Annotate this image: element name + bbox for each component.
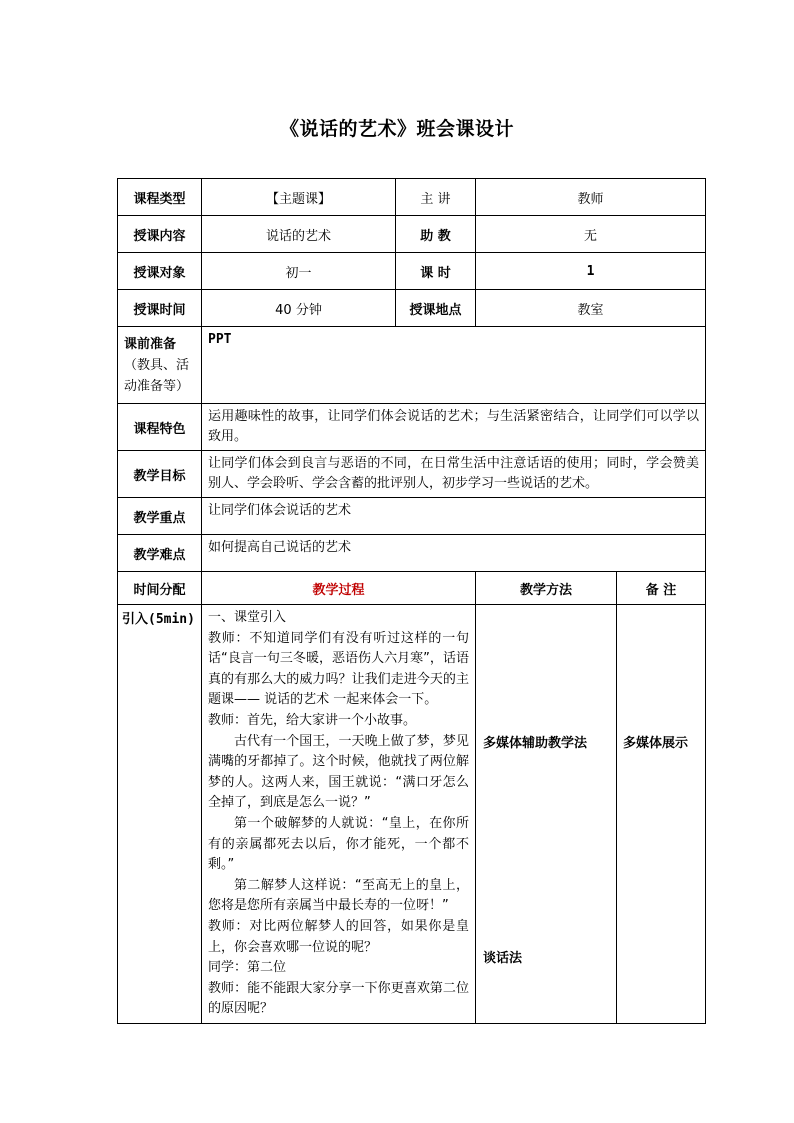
assistant-value: 无 [476, 216, 706, 253]
course-type-value: 【主题课】 [202, 179, 396, 216]
process-row [118, 605, 706, 1024]
lecturer-value: 教师 [476, 179, 706, 216]
process-line: 第二解梦人这样说：“至高无上的皇上，您将是您所有亲属当中最长寿的一位呀！” [208, 877, 469, 914]
process-line: 教师：不知道同学们有没有听过这样的一句话“良言一句三冬暖，恶语伤人六月寒”，话语真的有那么大的威力吗？让我们走进今天的主题课—— 说话的艺术 一起来体会一下。 [208, 630, 469, 708]
feature-row [118, 404, 706, 451]
key-point-row [118, 498, 706, 535]
process-line: 一、课堂引入 [208, 610, 287, 625]
prep-label-line1: 课前准备 [124, 336, 177, 352]
prep-label-line2: （教具、活 [124, 357, 190, 373]
difficulty-row [118, 535, 706, 572]
duration-value: 40 分钟 [202, 290, 396, 327]
process-line: 第一个破解梦的人就说：“皇上，在你所有的亲属都死去以后，你才能死，一个都不剩。” [208, 815, 469, 873]
info-row [118, 253, 706, 290]
lecturer-label: 主 讲 [396, 179, 476, 216]
time-allocation: 引入(5min) [118, 605, 202, 1024]
info-row [118, 179, 706, 216]
feature-value: 运用趣味性的故事，让同学们体会说话的艺术；与生活紧密结合，让同学们可以学以致用。 [202, 404, 706, 451]
goal-label: 教学目标 [118, 451, 202, 498]
method-header: 教学方法 [476, 572, 617, 605]
note-cell [617, 605, 706, 1024]
duration-label: 授课时间 [118, 290, 202, 327]
process-line: 教师：对比两位解梦人的回答，如果你是皇上，你会喜欢哪一位说的呢？ [208, 918, 469, 955]
content-value: 说话的艺术 [202, 216, 396, 253]
location-label: 授课地点 [396, 290, 476, 327]
lesson-plan-table [117, 178, 706, 1024]
process-line: 教师：首先，给大家讲一个小故事。 [208, 712, 417, 728]
periods-label: 课 时 [396, 253, 476, 290]
info-row [118, 216, 706, 253]
process-line: 古代有一个国王，一天晚上做了梦，梦见满嘴的牙都掉了。这个时候，他就找了两位解梦的人。这两人来，国王就说：“满口牙怎么全掉了，到底是怎么一说？” [208, 733, 469, 811]
course-type-label: 课程类型 [118, 179, 202, 216]
periods-value: 1 [476, 253, 706, 290]
page-title: 《说话的艺术》班会课设计 [279, 118, 514, 140]
process-line: 同学：第二位 [208, 960, 287, 976]
time-header: 时间分配 [118, 572, 202, 605]
method-multimedia: 多媒体辅助教学法 [483, 736, 588, 751]
note-header: 备 注 [617, 572, 706, 605]
assistant-label: 助 教 [396, 216, 476, 253]
feature-label: 课程特色 [118, 404, 202, 451]
process-content [202, 605, 476, 1024]
info-row [118, 290, 706, 327]
audience-label: 授课对象 [118, 253, 202, 290]
key-point-label: 教学重点 [118, 498, 202, 535]
goal-row [118, 451, 706, 498]
process-header-row [118, 572, 706, 605]
method-cell [476, 605, 617, 1024]
content-label: 授课内容 [118, 216, 202, 253]
prep-label [118, 327, 202, 404]
audience-value: 初一 [202, 253, 396, 290]
difficulty-value: 如何提高自己说话的艺术 [202, 535, 706, 572]
location-value: 教室 [476, 290, 706, 327]
note-multimedia: 多媒体展示 [623, 736, 689, 751]
prep-label-line3: 动准备等） [124, 378, 190, 394]
prep-row [118, 327, 706, 404]
method-discussion: 谈话法 [483, 951, 523, 966]
key-point-value: 让同学们体会说话的艺术 [202, 498, 706, 535]
prep-value: PPT [202, 327, 706, 404]
difficulty-label: 教学难点 [118, 535, 202, 572]
process-line: 教师：能不能跟大家分享一下你更喜欢第二位的原因呢？ [208, 980, 469, 1017]
process-header: 教学过程 [202, 572, 476, 605]
goal-value: 让同学们体会到良言与恶语的不同，在日常生活中注意话语的使用；同时，学会赞美别人、学会聆听、学会含蓄的批评别人，初步学习一些说话的艺术。 [202, 451, 706, 498]
